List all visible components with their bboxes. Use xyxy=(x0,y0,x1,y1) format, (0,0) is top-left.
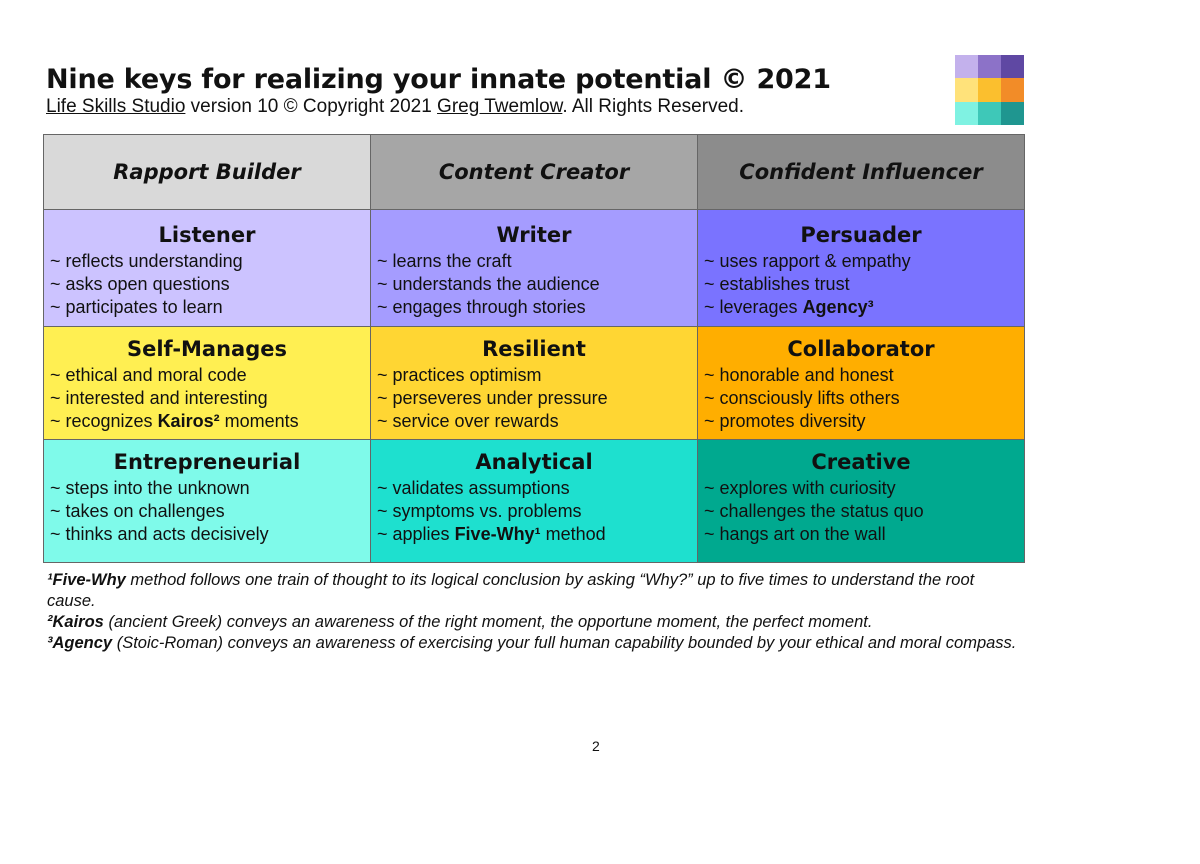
role-title: Collaborator xyxy=(787,337,935,361)
trait-item: ~ learns the craft xyxy=(377,251,512,271)
trait-item: ~ participates to learn xyxy=(50,297,223,317)
trait-item: ~ asks open questions xyxy=(50,274,230,294)
color-swatch xyxy=(978,102,1001,125)
footnote: ³Agency (Stoic-Roman) conveys an awareness of exercising your full human capability bounded by your ethical and moral compass. xyxy=(47,634,1017,652)
key-cell xyxy=(698,327,1025,440)
role-title: Entrepreneurial xyxy=(113,450,301,474)
key-cell xyxy=(44,327,371,440)
emphasis-term: Agency³ xyxy=(802,297,874,317)
key-cell xyxy=(44,440,371,563)
role-title: Resilient xyxy=(482,337,586,361)
page-title: Nine keys for realizing your innate potential © 2021 xyxy=(46,64,831,95)
trait-item: ~ consciously lifts others xyxy=(704,388,900,408)
trait-item: ~ hangs art on the wall xyxy=(704,524,886,544)
trait-item: ~ challenges the status quo xyxy=(704,501,924,521)
role-title: Writer xyxy=(496,223,572,247)
key-cell xyxy=(371,327,698,440)
key-cell xyxy=(698,210,1025,327)
trait-item: ~ explores with curiosity xyxy=(704,478,896,498)
role-title: Analytical xyxy=(475,450,593,474)
footnote: ²Kairos (ancient Greek) conveys an awareness of the right moment, the opportune moment, the perfect moment. xyxy=(47,613,873,631)
trait-item: ~ practices optimism xyxy=(377,365,542,385)
trait-item: ~ recognizes Kairos² moments xyxy=(50,411,299,431)
color-swatch xyxy=(955,78,978,101)
trait-item: ~ interested and interesting xyxy=(50,388,268,408)
subtitle-end: . All Rights Reserved. xyxy=(562,96,744,117)
color-swatch xyxy=(1001,78,1024,101)
table-row xyxy=(44,210,1025,327)
trait-item: ~ validates assumptions xyxy=(377,478,570,498)
emphasis-term: Five-Why¹ xyxy=(454,524,541,544)
author-link[interactable]: Greg Twemlow xyxy=(437,96,563,117)
life-skills-studio-link[interactable]: Life Skills Studio xyxy=(46,96,186,117)
trait-item: ~ honorable and honest xyxy=(704,365,894,385)
key-cell xyxy=(371,210,698,327)
trait-item: ~ promotes diversity xyxy=(704,411,866,431)
footnote: ¹Five-Why method follows one train of thought to its logical conclusion by asking “Why?” up to five times to understand the root cause. xyxy=(47,571,975,610)
color-swatch xyxy=(1001,55,1024,78)
role-title: Creative xyxy=(811,450,911,474)
trait-item: ~ leverages Agency³ xyxy=(704,297,874,317)
role-title: Listener xyxy=(158,223,256,247)
subtitle xyxy=(46,96,744,118)
trait-item: ~ takes on challenges xyxy=(50,501,225,521)
role-title: Self-Manages xyxy=(126,337,287,361)
key-cell xyxy=(44,210,371,327)
color-swatch xyxy=(1001,102,1024,125)
color-swatch xyxy=(955,55,978,78)
trait-item: ~ perseveres under pressure xyxy=(377,388,608,408)
trait-item: ~ applies Five-Why¹ method xyxy=(377,524,606,544)
color-swatch xyxy=(955,102,978,125)
column-header: Confident Influencer xyxy=(698,135,1025,210)
page-number: 2 xyxy=(592,738,600,754)
color-swatch xyxy=(978,55,1001,78)
trait-item: ~ establishes trust xyxy=(704,274,850,294)
subtitle-mid: version 10 © Copyright 2021 xyxy=(185,96,438,117)
trait-item: ~ understands the audience xyxy=(377,274,600,294)
footnotes xyxy=(47,570,1017,654)
trait-item: ~ steps into the unknown xyxy=(50,478,250,498)
trait-item: ~ uses rapport & empathy xyxy=(704,251,911,271)
emphasis-term: Kairos² xyxy=(157,411,220,431)
trait-item: ~ thinks and acts decisively xyxy=(50,524,269,544)
column-header: Content Creator xyxy=(371,135,698,210)
table-row xyxy=(44,327,1025,440)
role-title: Persuader xyxy=(800,223,922,247)
key-cell xyxy=(371,440,698,563)
trait-item: ~ engages through stories xyxy=(377,297,586,317)
column-header: Rapport Builder xyxy=(44,135,371,210)
key-cell xyxy=(698,440,1025,563)
trait-item: ~ service over rewards xyxy=(377,411,559,431)
nine-keys-table xyxy=(43,134,1025,563)
color-swatch-logo xyxy=(955,55,1024,125)
table-row xyxy=(44,440,1025,563)
trait-item: ~ symptoms vs. problems xyxy=(377,501,582,521)
trait-item: ~ reflects understanding xyxy=(50,251,243,271)
table-header-row xyxy=(44,135,1025,210)
color-swatch xyxy=(978,78,1001,101)
trait-item: ~ ethical and moral code xyxy=(50,365,247,385)
